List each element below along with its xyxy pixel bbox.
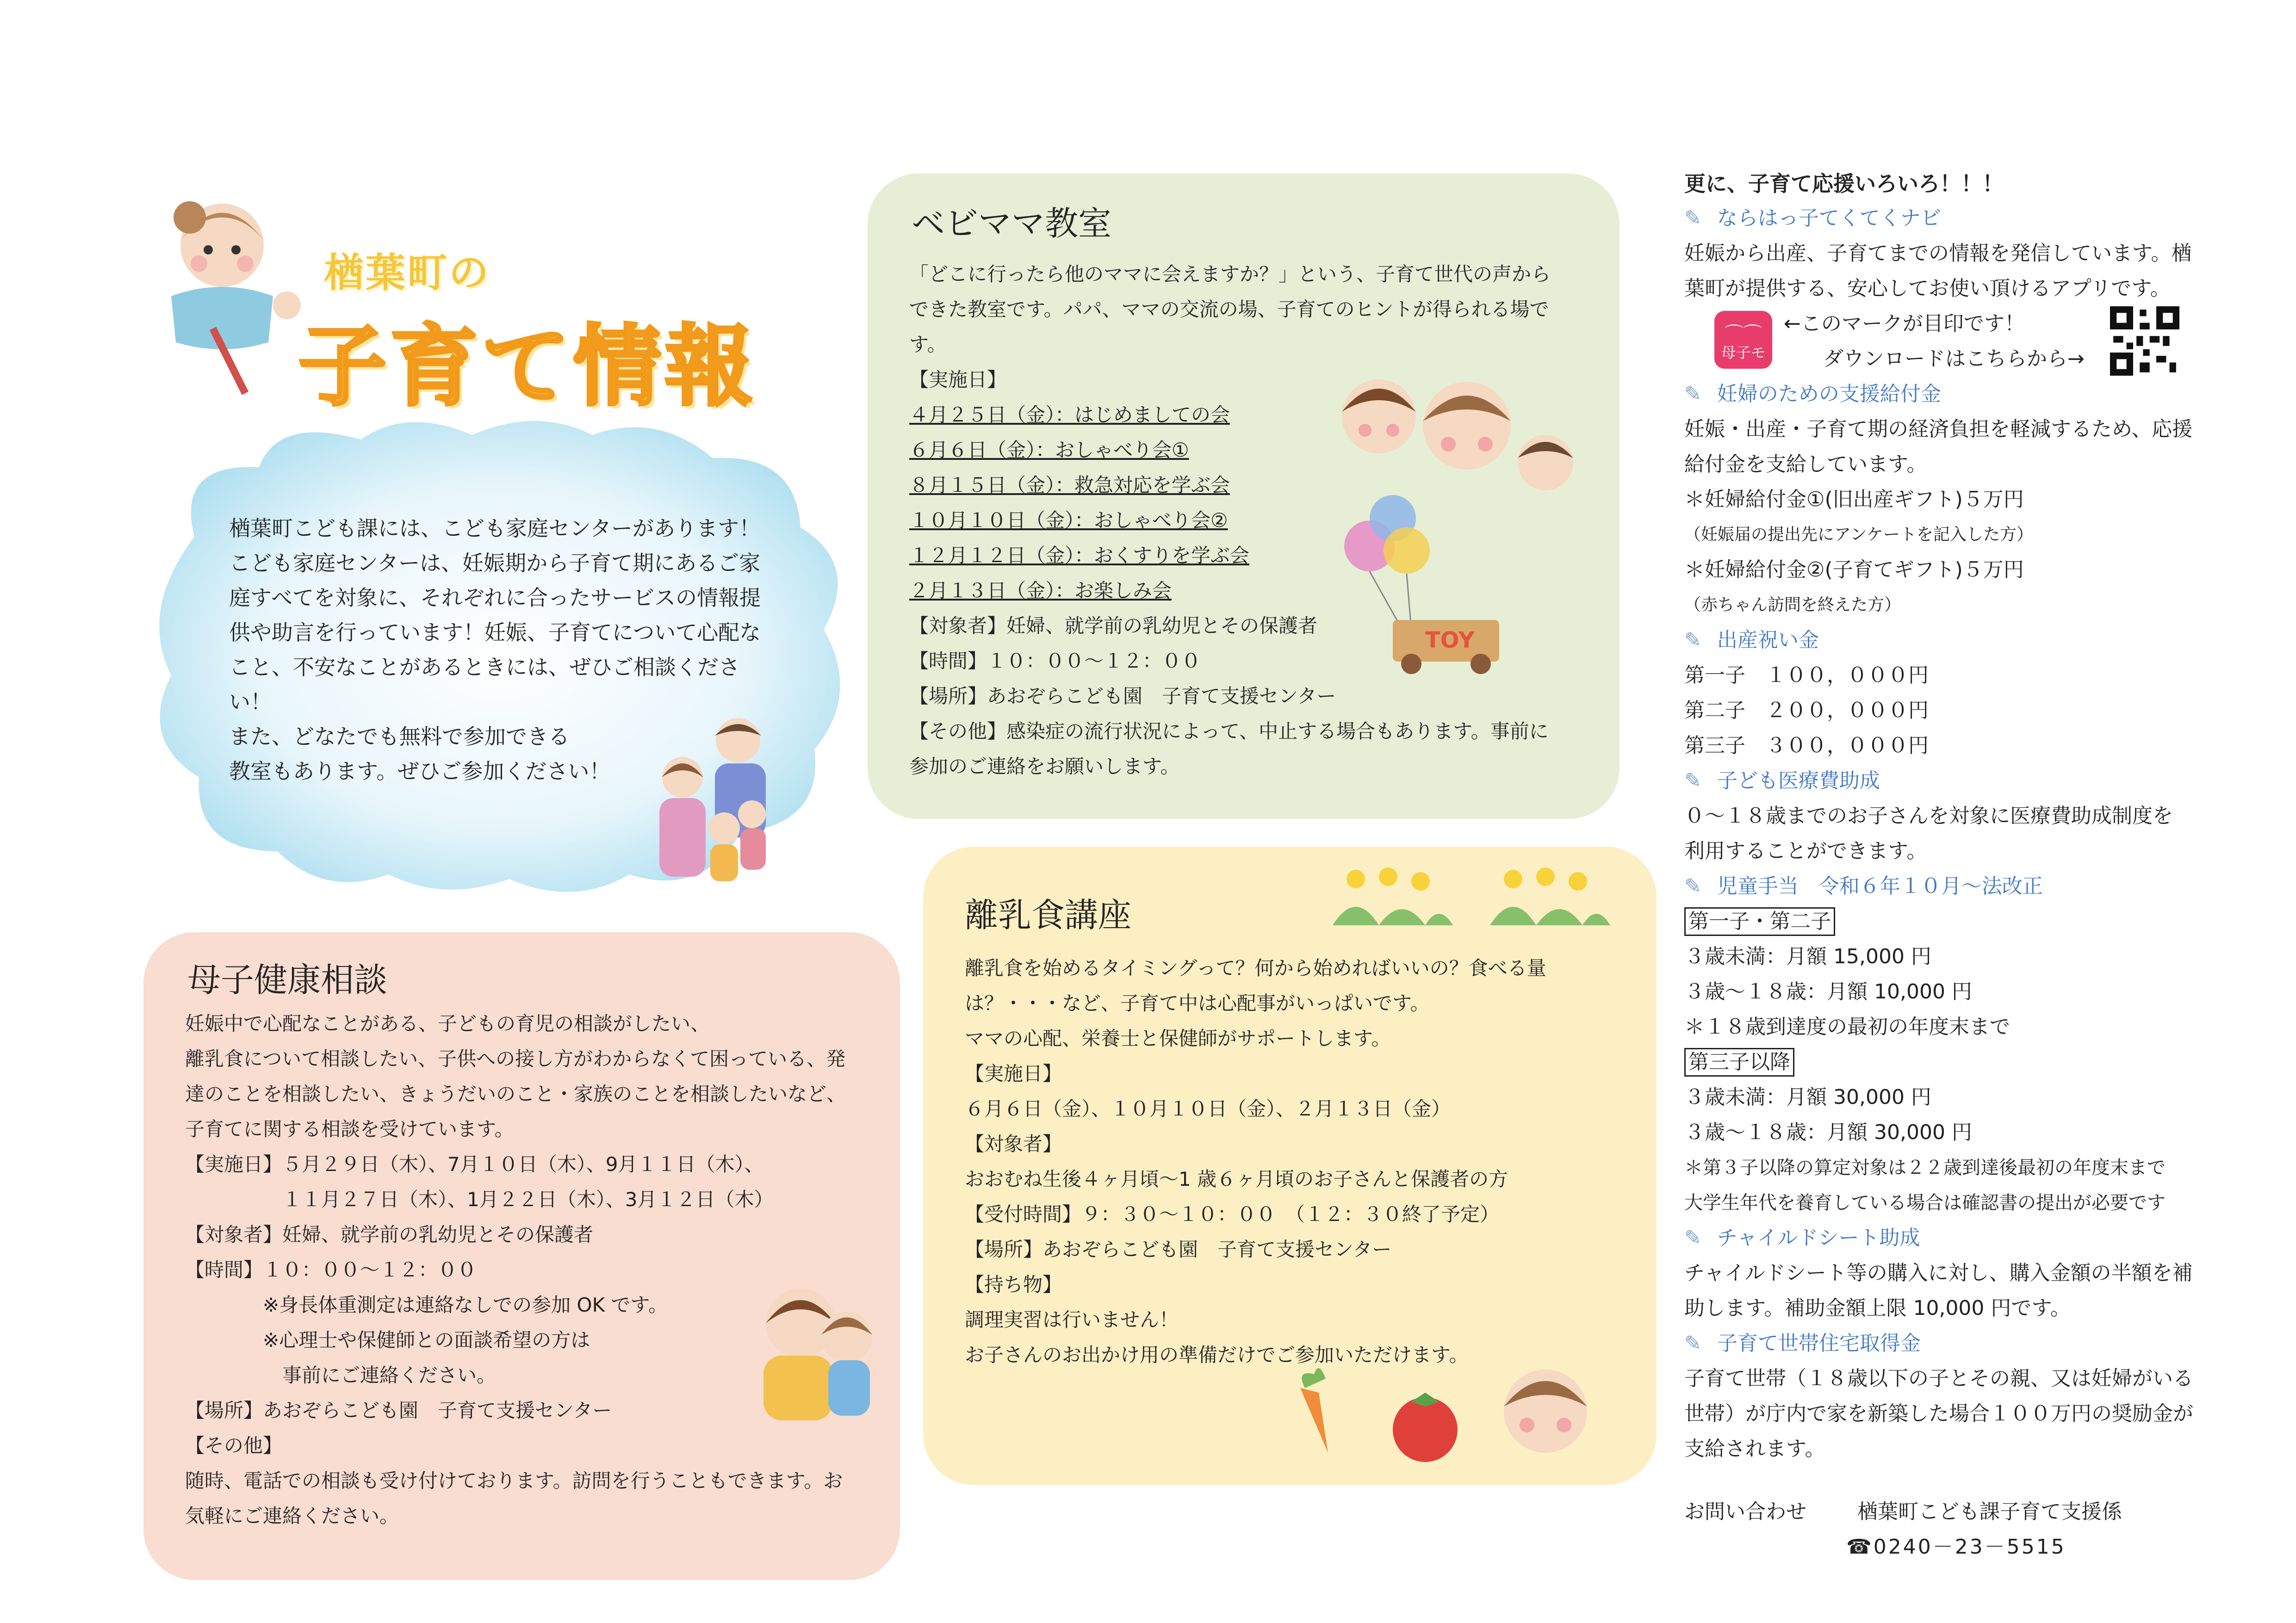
toy-label: TOY: [1425, 627, 1475, 653]
flowers-illustration: [1328, 861, 1624, 930]
pencil-icon: ✎: [1684, 769, 1701, 793]
page-title: 子育て情報: [298, 316, 757, 418]
contact-org: 楢葉町こども課子育て支援係: [1857, 1500, 2122, 1524]
rinyushoku-line: 【対象者】: [965, 1133, 1062, 1155]
rinyushoku-line: お子さんのお出かけ用の準備だけでご参加いただけます。: [965, 1344, 1469, 1366]
ninpu-line: 給付金を支給しています。: [1684, 452, 1927, 476]
intro-line: 教室もあります。ぜひご参加ください！: [229, 759, 611, 784]
rinyushoku-line: ６月６日（金）、１０月１０日（金）、２月１３日（金）: [965, 1097, 1451, 1120]
jido-line: ３歳未満：月額 15,000 円: [1684, 945, 1931, 968]
navi-title: ならはっ子てくてくナビ: [1717, 206, 1941, 230]
ninpu-line: 妊娠・出産・子育て期の経済負担を軽減するため、応援: [1684, 417, 2193, 441]
jido-box-2: 第三子以降: [1684, 1048, 1794, 1077]
bebimama-time: 【時間】１０：００～１２：００: [909, 650, 1201, 672]
boshi-line: 【実施日】５月２９日（木）、7月１０日（木）、9月１１日（木）、: [185, 1153, 764, 1176]
rinyushoku-line: 【持ち物】: [965, 1273, 1062, 1296]
bebimama-desc: す。: [909, 333, 947, 356]
pencil-icon: ✎: [1684, 628, 1701, 652]
house-title: 子育て世帯住宅取得金: [1717, 1332, 1921, 1355]
boshi-line: 妊娠中で心配なことがある、子どもの育児の相談がしたい、: [185, 1012, 710, 1035]
jido-note: 大学生年代を養育している場合は確認書の提出が必要です: [1684, 1192, 2166, 1214]
boshi-line: 達のことを相談したい、きょうだいのこと・家族のことを相談したいなど、: [185, 1083, 846, 1105]
shussan-line: 第三子 ３００，０００円: [1684, 734, 1929, 757]
boshi-line: 事前にご連絡ください。: [185, 1364, 496, 1387]
shussan-title: 出産祝い金: [1717, 628, 1819, 652]
family-illustration: [645, 712, 798, 888]
contact-row: [1684, 1494, 2240, 1530]
section-navi: [1684, 201, 2240, 236]
boshi-title: 母子健康相談: [187, 960, 388, 999]
app-row: [1684, 306, 2240, 377]
girl-with-pencil-illustration: [153, 190, 319, 403]
rinyushoku-body: [965, 951, 1546, 1373]
intro-line: こども家庭センターは、妊娠期から子育て期にあるご家: [229, 551, 761, 576]
bebimama-date: １２月１２日（金）：おくすりを学ぶ会: [909, 544, 1250, 567]
jido-line: ３歳～１８歳：月額 10,000 円: [1684, 980, 1972, 1004]
section-jido: [1684, 869, 2240, 904]
iryo-line: 利用することができます。: [1684, 839, 1927, 863]
bebimama-date: ４月２５日（金）：はじめましての会: [909, 403, 1230, 426]
boshi-line: 子育てに関する相談を受けています。: [185, 1118, 514, 1140]
pencil-icon: ✎: [1684, 1332, 1701, 1355]
bebimama-target: 【対象者】妊婦、就学前の乳幼児とその保護者: [909, 614, 1318, 637]
jido-box-row: [1684, 1045, 2240, 1080]
contact-label: お問い合わせ: [1684, 1500, 1806, 1524]
bebimama-other: 【その他】感染症の流行状況によって、中止する場合もあります。事前に: [909, 720, 1549, 743]
rinyushoku-line: ママの心配、栄養士と保健師がサポートします。: [965, 1027, 1391, 1050]
support-column: [1684, 167, 2240, 1565]
boshi-line: 随時、電話での相談も受け付けております。訪問を行うこともできます。お: [185, 1469, 843, 1492]
rinyushoku-line: 調理実習は行いません！: [965, 1308, 1179, 1331]
child-seat-line: チャイルドシート等の購入に対し、購入金額の半額を補: [1684, 1261, 2193, 1285]
pencil-icon: ✎: [1684, 382, 1701, 406]
shussan-line: 第一子 １００，０００円: [1684, 663, 1929, 687]
bebimama-date: ６月６日（金）：おしゃべり会①: [909, 439, 1189, 461]
section-house: [1684, 1326, 2240, 1361]
intro-line: 供や助言を行っています！妊娠、子育てについて心配な: [229, 620, 761, 645]
intro-line: い！: [229, 689, 272, 714]
boshi-line: ※身長体重測定は連絡なしでの参加 OK です。: [185, 1294, 668, 1316]
pencil-icon: ✎: [1684, 1226, 1701, 1250]
intro-line: こと、不安なことがあるときには、ぜひご相談くださ: [229, 655, 740, 680]
navi-line: 葉町が提供する、安心してお使い頂けるアプリです。: [1684, 277, 2171, 300]
boshi-body: [185, 1006, 846, 1534]
toy-cart-illustration: [1342, 490, 1508, 675]
boshi-line: 【時間】１０：００～１２：００: [185, 1258, 477, 1281]
navi-line: 妊娠から出産、子育てまでの情報を発信しています。楢: [1684, 242, 2192, 265]
app-logo-icon: ⌒⌒: [1725, 323, 1762, 345]
rinyushoku-line: 【実施日】: [965, 1062, 1062, 1085]
intro-line: 楢葉町こども課には、こども家庭センターがあります！: [229, 516, 761, 541]
jido-title: 児童手当 令和６年１０月～法改正: [1717, 874, 2043, 898]
jido-box-1: 第一子・第二子: [1684, 907, 1835, 936]
bebimama-desc: 「どこに行ったら他のママに会えますか？」という、子育て世代の声から: [909, 263, 1551, 285]
boshi-line: 【対象者】妊婦、就学前の乳幼児とその保護者: [185, 1223, 594, 1246]
rinyushoku-line: 【受付時間】９：３０～１０：００ （１２：３０終了予定）: [965, 1203, 1500, 1226]
iryo-line: ０～１８歳までのお子さんを対象に医療費助成制度を: [1684, 804, 2173, 828]
bebimama-date-label: 【実施日】: [909, 368, 1007, 391]
jido-note: ＊第３子以降の算定対象は２２歳到達後最初の年度末まで: [1684, 1157, 2166, 1178]
section-ninpu: [1684, 377, 2240, 412]
download-text[interactable]: ダウンロードはこちらから→: [1823, 347, 2085, 371]
rinyushoku-title: 離乳食講座: [965, 896, 1132, 935]
jido-box-row: [1684, 904, 2240, 939]
title-town: 楢葉町の: [324, 250, 490, 296]
jido-line: ３歳未満：月額 30,000 円: [1684, 1085, 1931, 1109]
house-line: 世帯）が庁内で家を新築した場合１００万円の奨励金が: [1684, 1402, 2193, 1425]
jido-line: ３歳～１８歳：月額 30,000 円: [1684, 1121, 1972, 1144]
shussan-line: 第二子 ２００，０００円: [1684, 699, 1929, 722]
bebimama-date: ８月１５日（金）：救急対応を学ぶ会: [909, 474, 1230, 496]
bebimama-other: 参加のご連絡をお願いします。: [909, 755, 1180, 778]
rinyushoku-line: おおむね生後４ヶ月頃～1 歳６ヶ月頃のお子さんと保護者の方: [965, 1168, 1508, 1190]
mark-text: ←このマークが目印です！: [1784, 312, 2025, 335]
pencil-icon: ✎: [1684, 206, 1701, 230]
jido-line: ＊１８歳到達度の最初の年度末まで: [1684, 1015, 2010, 1039]
app-icon-text: 母子モ: [1721, 344, 1766, 361]
boshi-line: ※心理士や保健師との面談希望の方は: [185, 1329, 590, 1351]
ninpu-gift-2-note: （赤ちゃん訪問を終えた方）: [1684, 595, 1901, 614]
section-iryo: [1684, 763, 2240, 799]
support-heading: 更に、子育て応援いろいろ！！！: [1684, 171, 2004, 196]
bebimama-title: ベビママ教室: [912, 204, 1112, 243]
ninpu-title: 妊婦のための支援給付金: [1717, 382, 1941, 406]
intro-line: また、どなたでも無料で参加できる: [229, 724, 570, 749]
bebimama-desc: できた教室です。パパ、ママの交流の場、子育てのヒントが得られる場で: [909, 298, 1549, 321]
ninpu-gift-1: ＊妊婦給付金①(旧出産ギフト)５万円: [1684, 488, 2024, 511]
child-seat-line: 助します。補助金額上限 10,000 円です。: [1684, 1296, 2071, 1320]
child-seat-title: チャイルドシート助成: [1717, 1226, 1920, 1250]
bebimama-place: 【場所】あおぞらこども園 子育て支援センター: [909, 685, 1336, 707]
intro-line: 庭すべてを対象に、それぞれに合ったサービスの情報提: [229, 585, 761, 610]
pencil-icon: ✎: [1684, 874, 1701, 898]
boshi-line: １１月２７日（木）、1月２２日（木）、3月１２日（木）: [185, 1188, 774, 1211]
section-shussan: [1684, 623, 2240, 658]
rinyushoku-line: 離乳食を始めるタイミングって？何から始めればいいの？食べる量: [965, 957, 1546, 979]
food-illustration: [1286, 1360, 1610, 1471]
house-line: 子育て世帯（１８歳以下の子とその親、又は妊婦がいる: [1684, 1367, 2193, 1390]
boshi-line: 気軽にご連絡ください。: [185, 1505, 399, 1527]
rinyushoku-line: 【場所】あおぞらこども園 子育て支援センター: [965, 1238, 1392, 1261]
rinyushoku-line: は？・・・など、子育て中は心配事がいっぱいです。: [965, 992, 1430, 1015]
section-child-seat: [1684, 1220, 2240, 1256]
contact-tel[interactable]: ☎0240－23－5515: [1846, 1535, 2066, 1559]
boshi-line: 【場所】あおぞらこども園 子育て支援センター: [185, 1399, 612, 1422]
bebimama-date: ２月１３日（金）：お楽しみ会: [909, 579, 1172, 602]
ninpu-gift-1-note: （妊娠届の提出先にアンケートを記入した方）: [1684, 525, 2033, 544]
house-line: 支給されます。: [1684, 1437, 1825, 1461]
mother-child-illustration: [750, 1282, 888, 1420]
ninpu-gift-2: ＊妊婦給付金②(子育てギフト)５万円: [1684, 558, 2024, 582]
qr-code-icon[interactable]: [2110, 306, 2179, 376]
app-icon[interactable]: [1714, 311, 1772, 369]
iryo-title: 子ども医療費助成: [1717, 769, 1880, 793]
boshi-line: 離乳食について相談したい、子供への接し方がわからなくて困っている、発: [185, 1047, 846, 1070]
boshi-line: 【その他】: [185, 1434, 283, 1457]
bebimama-date: １０月１０日（金）：おしゃべり会②: [909, 509, 1228, 532]
